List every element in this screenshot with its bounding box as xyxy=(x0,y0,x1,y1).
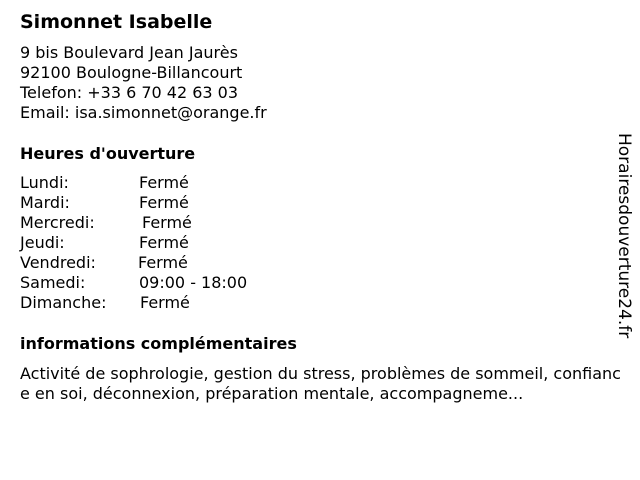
phone-number: Telefon: +33 6 70 42 63 03 xyxy=(20,83,239,102)
business-card xyxy=(20,10,624,404)
hours-row-wednesday xyxy=(20,213,624,233)
hours-row-sunday xyxy=(20,293,624,313)
day-label: Jeudi: xyxy=(20,233,65,252)
day-label: Dimanche: xyxy=(20,293,107,312)
email-address: Email: isa.simonnet@orange.fr xyxy=(20,103,267,122)
day-hours: Fermé xyxy=(139,233,189,252)
day-hours: Fermé xyxy=(140,293,190,312)
day-hours: Fermé xyxy=(139,173,189,192)
day-hours: Fermé xyxy=(139,193,189,212)
day-label: Lundi: xyxy=(20,173,69,192)
additional-info-text: Activité de sophrologie, gestion du stress, problèmes de sommeil, confiance en soi, déconnexion, préparation mentale, accompagneme... xyxy=(20,364,621,403)
hours-row-saturday xyxy=(20,273,624,293)
day-hours: Fermé xyxy=(142,213,192,232)
day-label: Vendredi: xyxy=(20,253,96,272)
hours-row-tuesday xyxy=(20,193,624,213)
address-street: 9 bis Boulevard Jean Jaurès xyxy=(20,43,238,62)
day-label: Mardi: xyxy=(20,193,70,212)
hours-row-friday xyxy=(20,253,624,273)
day-hours: Fermé xyxy=(138,253,188,272)
hours-row-monday xyxy=(20,173,624,193)
day-label: Mercredi: xyxy=(20,213,95,232)
day-hours: 09:00 - 18:00 xyxy=(139,273,248,292)
additional-info-title: informations complémentaires xyxy=(20,334,297,353)
business-name: Simonnet Isabelle xyxy=(20,11,213,33)
opening-hours-title: Heures d'ouverture xyxy=(20,144,196,163)
address-city: 92100 Boulogne-Billancourt xyxy=(20,63,243,82)
hours-row-thursday xyxy=(20,233,624,253)
site-watermark: Horairesdouverture24.fr xyxy=(614,133,634,339)
day-label: Samedi: xyxy=(20,273,86,292)
